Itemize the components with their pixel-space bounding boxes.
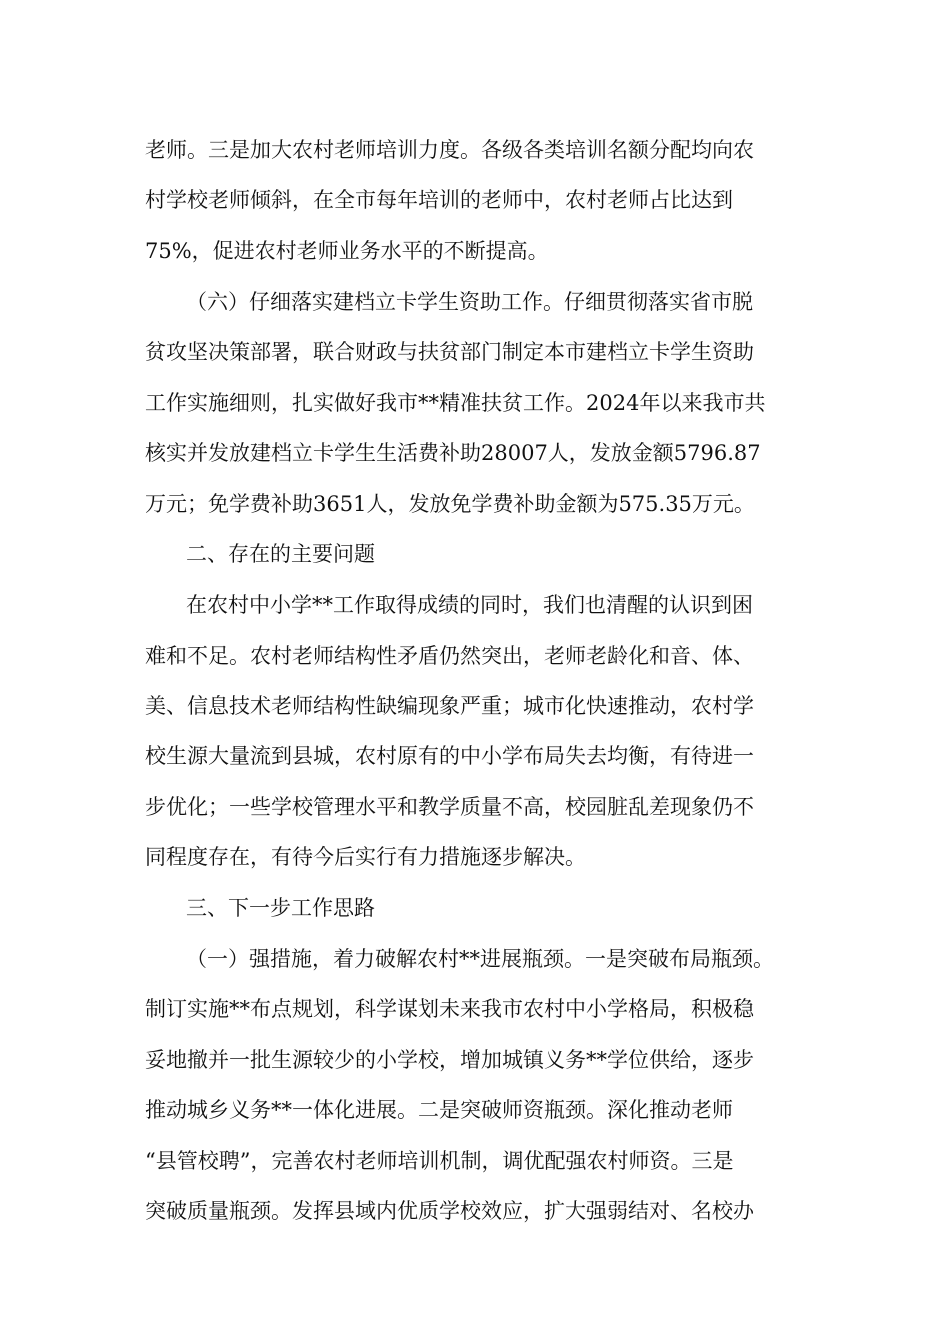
paragraph-start-line: 在农村中小学**工作取得成绩的同时，我们也清醒的认识到困 — [186, 593, 753, 617]
text-line: 美、信息技术老师结构性缺编现象严重；城市化快速推动，农村学 — [145, 694, 754, 718]
text-line: 村学校老师倾斜，在全市每年培训的老师中，农村老师占比达到 — [145, 188, 733, 212]
text-line: 制订实施**布点规划，科学谋划未来我市农村中小学格局，积极稳 — [145, 997, 754, 1021]
text-line: 贫攻坚决策部署，联合财政与扶贫部门制定本市建档立卡学生资助 — [145, 340, 754, 364]
text-line: 75%，促进农村老师业务水平的不断提高。 — [145, 239, 549, 263]
text-line: 推动城乡义务**一体化进展。二是突破师资瓶颈。深化推动老师 — [145, 1098, 733, 1122]
text-line: 工作实施细则，扎实做好我市**精准扶贫工作。2024年以来我市共 — [145, 391, 766, 415]
text-line: 难和不足。农村老师结构性矛盾仍然突出，老师老龄化和音、体、 — [145, 644, 754, 668]
text-line: 突破质量瓶颈。发挥县域内优质学校效应，扩大强弱结对、名校办 — [145, 1199, 754, 1223]
text-line: 老师。三是加大农村老师培训力度。各级各类培训名额分配均向农 — [145, 138, 754, 162]
text-line: 校生源大量流到县城，农村原有的中小学布局失去均衡，有待进一 — [145, 744, 754, 768]
text-line: “县管校聘”，完善农村老师培训机制，调优配强农村师资。三是 — [145, 1149, 734, 1173]
section-heading: 二、存在的主要问题 — [186, 542, 375, 566]
text-line: 妥地撤并一批生源较少的小学校，增加城镇义务**学位供给，逐步 — [145, 1048, 754, 1072]
text-line: 万元；免学费补助3651人，发放免学费补助金额为575.35万元。 — [145, 492, 755, 516]
text-line: 步优化；一些学校管理水平和教学质量不高，校园脏乱差现象仍不 — [145, 795, 754, 819]
paragraph-start-line: （一）强措施，着力破解农村**进展瓶颈。一是突破布局瓶颈。 — [186, 947, 774, 971]
text-line: 同程度存在，有待今后实行有力措施逐步解决。 — [145, 845, 586, 869]
text-line: 核实并发放建档立卡学生生活费补助28007人，发放金额5796.87 — [145, 441, 761, 465]
section-heading: 三、下一步工作思路 — [186, 896, 375, 920]
paragraph-start-line: （六）仔细落实建档立卡学生资助工作。仔细贯彻落实省市脱 — [186, 290, 753, 314]
